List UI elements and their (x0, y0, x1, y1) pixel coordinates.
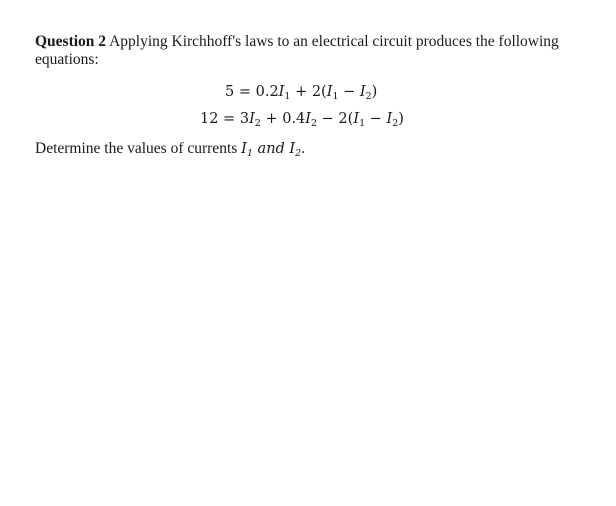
question-intro: Applying Kirchhoff's laws to an electrical circuit produces the following equations: (35, 33, 559, 68)
document (35, 33, 595, 159)
determine-prompt: Determine the values of currents $I_1$ and $I_2$. (35, 140, 306, 159)
equation-1: $5 = 0.2I_1 + 2(I_1 - I_2)$ (225, 84, 378, 102)
question-label: Question 2 (35, 33, 107, 50)
current-i2: $I_2$ (289, 141, 302, 159)
current-i1: $I_1$ (241, 141, 253, 159)
question-paragraph (35, 33, 595, 69)
equation-2: $12 = 3I_2 + 0.4I_2 - 2(I_1 - I_2)$ (200, 111, 404, 129)
